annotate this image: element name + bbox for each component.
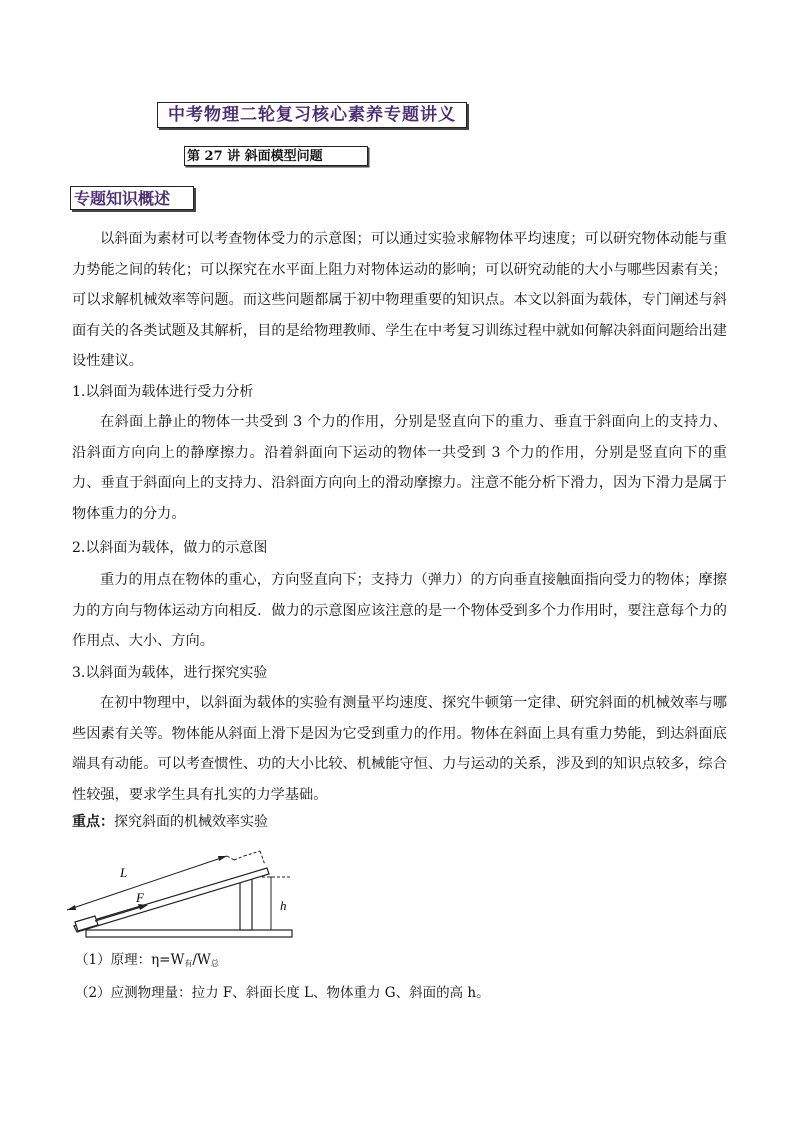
lecture-title: 第 27 讲 斜面模型问题 <box>184 146 368 166</box>
section-heading: 专题知识概述 <box>70 186 194 210</box>
formula-prefix: （1）原理： <box>75 952 152 968</box>
quantities-to-measure: （2）应测物理量：拉力 F、斜面长度 L、物体重力 G、斜面的高 h。 <box>75 985 490 1001</box>
key-point-line <box>72 812 268 832</box>
paragraph-force-diagram: 重力的用点在物体的重心，方向竖直向下；支持力（弹力）的方向垂直接触面指向受力的物体；摩擦力的方向与物体运动方向相反．做力的示意图应该注意的是一个物体受到多个力作用时，要注意每个力的作用点、大小、方向。 <box>72 572 727 649</box>
heading-experiment: 3.以斜面为载体，进行探究实验 <box>72 665 268 681</box>
intro-paragraph: 以斜面为素材可以考查物体受力的示意图；可以通过实验求解物体平均速度；可以研究物体动能与重力势能之间的转化；可以探究在水平面上阻力对物体运动的影响；可以研究动能的大小与哪些因素有关；可以求解机械效率等问题。而这些问题都属于初中物理重要的知识点。本文以斜面为载体，专门阐述与斜面有关的各类试题及其解析，目的是给物理教师、学生在中考复习训练过程中就如何解决斜面问题给出建设性建议。 <box>72 231 727 369</box>
inclined-plane-diagram <box>64 840 296 942</box>
length-dimension-line <box>67 856 227 910</box>
lecture-series-title: 中考物理二轮复习核心素养专题讲义 <box>157 102 467 128</box>
paragraph-force-analysis: 在斜面上静止的物体一共受到 3 个力的作用，分别是竖直向下的重力、垂直于斜面向上的支持力、沿斜面方向向上的静摩擦力。沿着斜面向下运动的物体一共受到 3 个力的作用，分别是竖直向下的重力、垂直于斜面向上的支持力、沿斜面方向向上的滑动摩擦力。注意不能分析下滑力，因为下滑力是属于物体重力的分力。 <box>72 414 727 522</box>
formula-sub-useful: 有 <box>184 959 193 968</box>
paragraph-experiment: 在初中物理中，以斜面为载体的实验有测量平均速度、探究牛顿第一定律、研究斜面的机械效率与哪些因素有关等。物体能从斜面上滑下是因为它受到重力的作用。物体在斜面上具有重力势能，到达斜面底端具有动能。可以考查惯性、功的大小比较、机械能守恒、力与运动的关系，涉及到的知识点较多，综合性较强，要求学生具有扎实的力学基础。 <box>72 695 727 803</box>
key-point-label: 重点： <box>72 814 114 830</box>
slider-block <box>75 916 98 931</box>
heading-force-analysis: 1.以斜面为载体进行受力分析 <box>72 384 254 400</box>
length-arrow-start <box>67 905 76 910</box>
formula-sub-total: 总 <box>210 959 219 968</box>
label-h: h <box>280 898 287 913</box>
principle-formula <box>75 950 219 974</box>
formula-eta: η=W <box>151 952 185 968</box>
heading-force-diagram: 2.以斜面为载体，做力的示意图 <box>72 540 268 556</box>
label-L: L <box>120 865 128 880</box>
label-F: F <box>136 890 144 905</box>
length-arrow-end <box>218 856 227 861</box>
key-point-text: 探究斜面的机械效率实验 <box>114 814 268 830</box>
ground-plank <box>86 930 292 937</box>
formula-mid: /W <box>192 952 211 968</box>
support-block <box>240 877 252 930</box>
